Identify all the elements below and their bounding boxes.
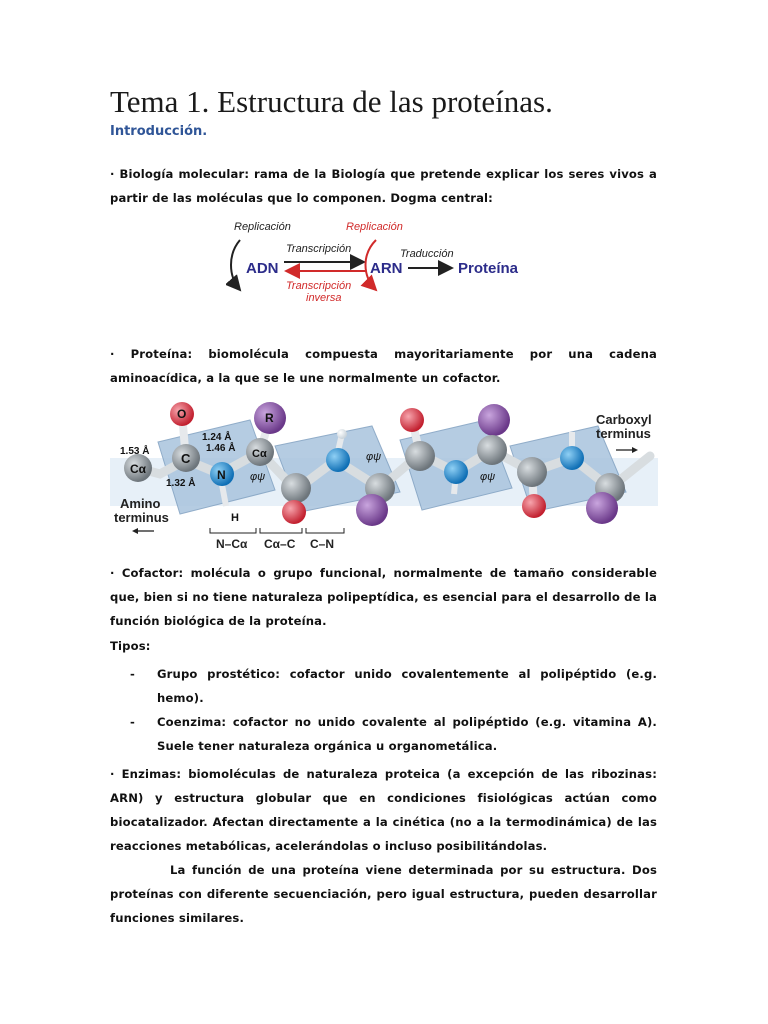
bond-cac-label: Cα–C <box>264 537 296 551</box>
section-heading: Introducción. <box>110 124 208 139</box>
h-label: H <box>231 512 239 524</box>
phi-psi-label: φψ <box>480 471 496 483</box>
oxygen-atom <box>400 408 424 432</box>
proteina-label: Proteína <box>458 260 519 277</box>
distance-124: 1.24 Å <box>202 432 232 443</box>
paragraph-proteina: · Proteína: biomolécula compuesta mayoritariamente por una cadena aminoacídica, a la que se le une normalmente un cofactor. <box>110 347 657 385</box>
n-label: N <box>217 468 226 482</box>
list-item-text: Grupo prostético: cofactor unido covalentemente al polipéptido (e.g. hemo). <box>157 667 657 705</box>
list-item-text: Coenzima: cofactor no unido covalente al polipéptido (e.g. vitamina A). Suele tener naturaleza orgánica u organometálica. <box>157 715 657 753</box>
adn-label: ADN <box>246 260 279 277</box>
amino-terminus-label-1: Amino <box>120 496 161 511</box>
oxygen-atom <box>282 500 306 524</box>
transcripcion-inversa-label-1: Transcripción <box>286 280 352 292</box>
page-title: Tema 1. Estructura de las proteínas. <box>110 84 553 119</box>
bond-nca-label: N–Cα <box>216 537 248 551</box>
r-label: R <box>265 411 274 425</box>
paragraph-enzimas: · Enzimas: biomoléculas de naturaleza proteica (a excepción de las ribozinas: ARN) y estructura globular que en condiciones fisiológicas actúan como biocatalizador. Afectan directamente a la cinética (no a la termodinámica) de las reacciones metabólicas, acelerándolas o incluso posibilitándolas. <box>110 767 657 853</box>
oxygen-atom <box>522 494 546 518</box>
phi-psi-label: φψ <box>366 451 382 463</box>
peptide-chain-diagram <box>110 394 658 552</box>
carboxyl-terminus-label-1: Carboxyl <box>596 412 652 427</box>
replicacion-label-left: Replicación <box>234 221 291 233</box>
ca-label: Cα <box>130 462 147 476</box>
replication-arrow-left <box>231 240 240 290</box>
ca-upper-label: Cα <box>252 448 267 460</box>
nitrogen-atom <box>326 448 350 472</box>
list-dash: - <box>130 667 135 681</box>
r-group-atom <box>586 492 618 524</box>
amino-terminus-label-2: terminus <box>114 510 169 525</box>
replicacion-label-right: Replicación <box>346 221 403 233</box>
distance-153: 1.53 Å <box>120 446 150 457</box>
paragraph-funcion-text: La función de una proteína viene determinada por su estructura. Dos proteínas con diferente secuenciación, pero igual estructura, pueden desarrollar funciones similares. <box>110 863 657 925</box>
nitrogen-atom <box>560 446 584 470</box>
bond-cn-label: C–N <box>310 537 335 551</box>
carbon-atom <box>281 473 311 503</box>
list-dash: - <box>130 715 135 729</box>
traduccion-label: Traducción <box>400 248 454 260</box>
transcripcion-inversa-label-2: inversa <box>306 292 342 304</box>
oxygen-label: O <box>177 407 187 421</box>
paragraph-cofactor: · Cofactor: molécula o grupo funcional, normalmente de tamaño considerable que, bien si no tiene naturaleza polipeptídica, es esencial para el desarrollo de la función biológica de la proteína. <box>110 566 657 628</box>
central-dogma-diagram <box>226 214 536 306</box>
distance-146: 1.46 Å <box>206 443 236 454</box>
list-item <box>130 710 657 758</box>
phi-psi-label: φψ <box>250 471 266 483</box>
paragraph-funcion-estructura <box>110 858 657 930</box>
carboxyl-terminus-label-2: terminus <box>596 426 651 441</box>
carbon-atom <box>405 441 435 471</box>
distance-132: 1.32 Å <box>166 478 196 489</box>
paragraph-biologia-molecular: · Biología molecular: rama de la Biología que pretende explicar los seres vivos a partir de las moléculas que lo componen. Dogma central: <box>110 167 657 205</box>
list-item <box>130 662 657 710</box>
alpha-carbon-atom <box>477 435 507 465</box>
arn-label: ARN <box>370 260 403 277</box>
hydrogen-atom <box>337 429 347 439</box>
carbon-atom <box>517 457 547 487</box>
r-group-atom <box>478 404 510 436</box>
c-label: C <box>181 451 191 466</box>
tipos-label: Tipos: <box>110 639 151 653</box>
r-group-atom <box>356 494 388 526</box>
transcripcion-label: Transcripción <box>286 243 352 255</box>
nitrogen-atom <box>444 460 468 484</box>
